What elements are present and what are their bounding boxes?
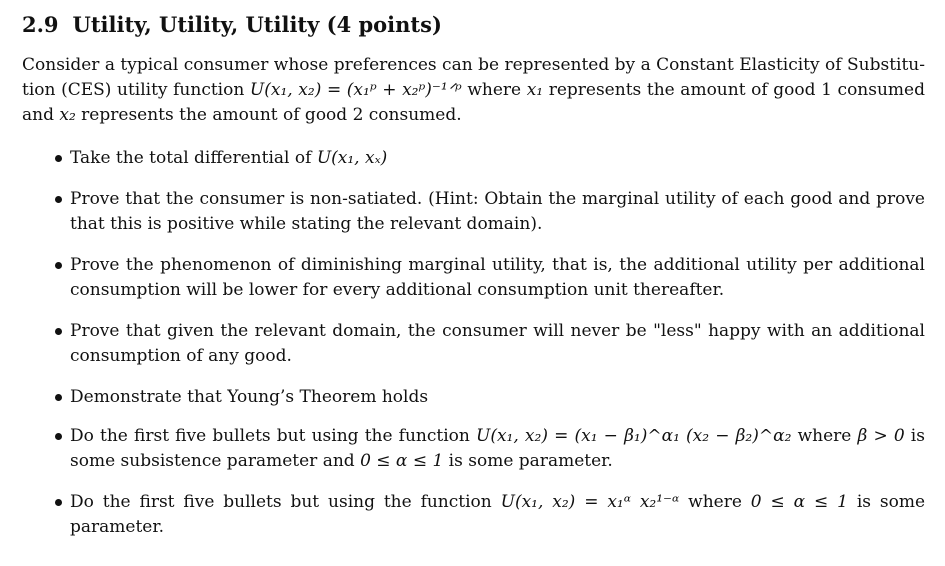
bullet-text: Prove the phenomenon of diminishing marginal utility, that is, the additional utility per additional consumption will be lower for every additional consumption unit thereafter.: [70, 255, 925, 300]
bullet-non-satiated: [22, 187, 925, 237]
bullet-dot: [55, 328, 62, 335]
bullet-text: Prove that the consumer is non-satiated. (Hint: Obtain the marginal utility of each good and prove that this is positive while stating the relevant domain).: [70, 189, 925, 234]
bullet-stone-geary-function: [22, 424, 925, 474]
bullet-text-post: is some parameter.: [70, 492, 926, 537]
bullet-text-mid: where: [679, 492, 751, 512]
bullet-cobb-douglas-function: [22, 490, 925, 540]
intro-paragraph: [22, 53, 925, 128]
intro-text-2: where: [461, 80, 527, 100]
bullet-dot: [55, 262, 62, 269]
bullet-dot: [55, 433, 62, 440]
bullet-dot: [55, 196, 62, 203]
bullet-math: U(x₁, x₂) = (x₁ − β₁)^α₁ (x₂ − β₂)^α₂: [476, 426, 792, 446]
bullet-text-mid: where: [791, 426, 858, 446]
bullet-text: Prove that given the relevant domain, the consumer will never be "less" happy with an additional consumption of any good.: [70, 321, 925, 366]
intro-text-1: Consider a typical consumer whose preferences can be represented by a Constant Elasticity of Substitu- tion (CES) utility function: [22, 55, 925, 100]
bullet-dot: [55, 499, 62, 506]
bullet-text: Do the first five bullets but using the function: [70, 426, 476, 446]
intro-text-3: represents the amount of good 1 consumed and: [22, 80, 925, 125]
bullet-youngs-theorem: [22, 385, 925, 410]
bullet-never-less-happy: [22, 319, 925, 369]
bullet-total-differential: [22, 146, 925, 171]
bullet-dot: [55, 394, 62, 401]
bullet-text: Demonstrate that Young’s Theorem holds: [70, 387, 429, 407]
bullet-math-3: 0 ≤ α ≤ 1: [360, 451, 444, 471]
section-title: Utility, Utility, Utility (4 points): [72, 12, 442, 37]
bullet-math-2: 0 ≤ α ≤ 1: [750, 492, 848, 512]
bullet-math: U(x₁, x₂) = x₁ᵅ x₂¹⁻ᵅ: [500, 492, 680, 512]
bullet-text-post: is some subsistence parameter and: [70, 426, 925, 471]
intro-text-4: represents the amount of good 2 consumed.: [75, 105, 462, 125]
section-heading: [22, 10, 925, 40]
task-bullet-list: [22, 146, 925, 540]
variable-x1: x₁: [526, 80, 544, 100]
bullet-diminishing-marginal-utility: [22, 253, 925, 303]
bullet-math-2: β > 0: [857, 426, 905, 446]
ces-utility-equation: U(x₁, x₂) = (x₁ᵖ + x₂ᵖ)⁻¹ᐟᵖ: [249, 80, 462, 100]
section-number: 2.9: [22, 12, 59, 37]
bullet-text: Take the total differential of: [70, 148, 317, 168]
bullet-text-post-2: is some parameter.: [443, 451, 613, 471]
bullet-dot: [55, 155, 62, 162]
variable-x2: x₂: [59, 105, 76, 125]
bullet-text: Do the first five bullets but using the function: [70, 492, 501, 512]
bullet-math: U(x₁, xₓ): [316, 148, 388, 168]
